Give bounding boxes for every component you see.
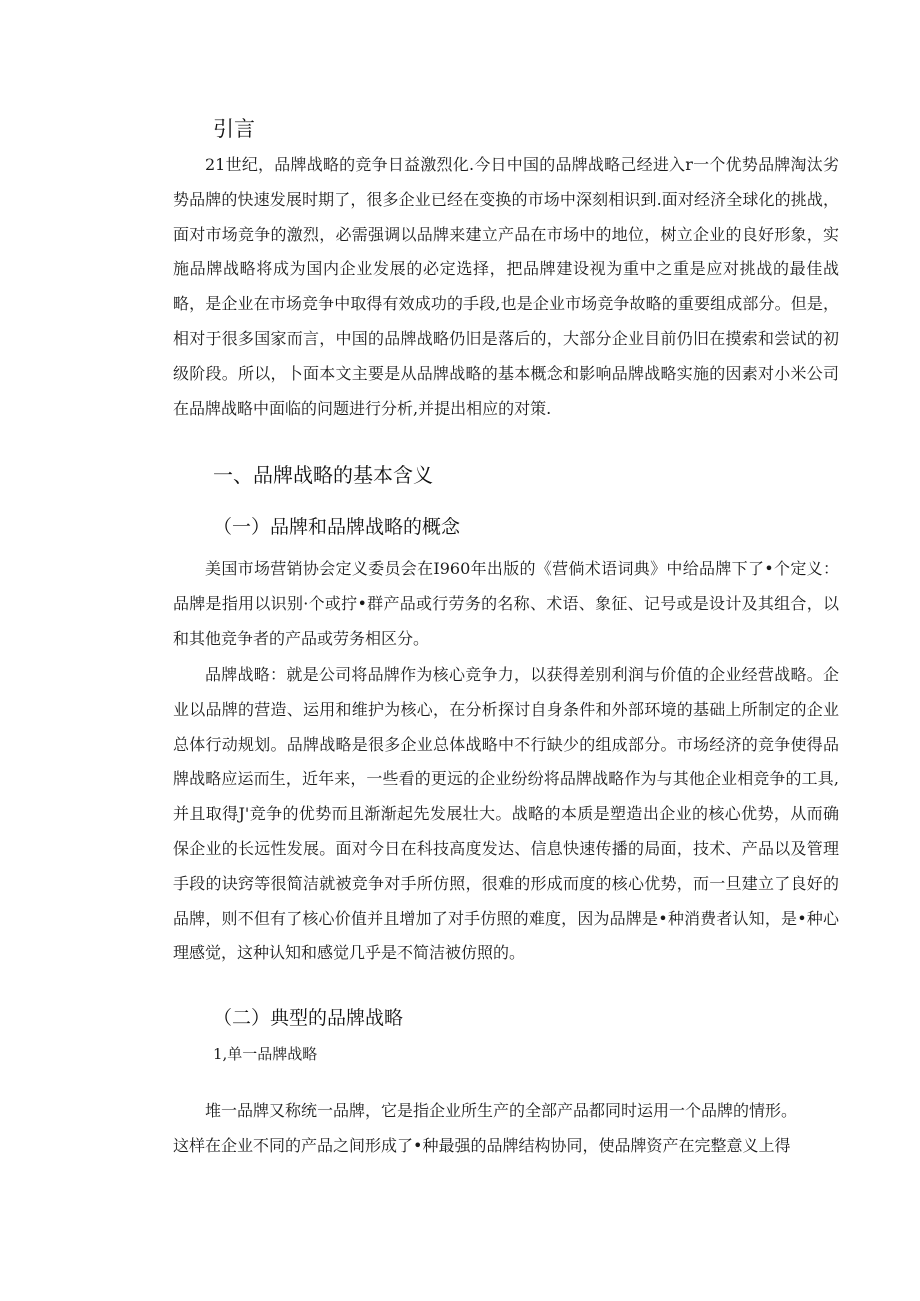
sub1-paragraph-brand-strategy: 品牌战略：就是公司将品牌作为核心竞争力，以获得差别利润与价值的企业经营战略。企业以品牌的营造、运用和维护为核心，在分析探讨自身条件和外部环境的基础上所制定的企业总体行动规划。品牌战略是很多企业总体战略中不行缺少的组成部分。市场经济的竞争使得品牌战略应运而生，近年来，一些看的更远的企业纷纷将品牌战略作为与其他企业相竞争的工具,并且取得J'竞争的优势而且渐渐起先发展壮大。战略的本质是塑造出企业的核心优势，从而确保企业的长远性发展。面对今日在科技高度发达、信息快速传播的局面，技术、产品以及管理手段的诀窍等很简洁就被竞争对手所仿照，很难的形成而度的核心优势，而一旦建立了良好的品牌，则不但有了核心价值并且增加了对手仿照的难度，因为品牌是•种消费者认知，是•种心理感觉，这种认知和感觉几乎是不简洁被仿照的。 bbox=[173, 665, 839, 963]
intro-heading: 引言 bbox=[213, 117, 255, 141]
sub2-heading: （二）典型的品牌战略 bbox=[213, 1007, 404, 1029]
sub1-paragraph-definition: 美国市场营销协会定义委员会在I960年出版的《营倘术语词典》中给品牌下了•个定义：品牌是指用以识别·个或拧•群产品或行劳务的名称、术语、象征、记号或是设计及其组合，以和其他竞争者的产品或劳务相区分。 bbox=[173, 559, 839, 648]
sub2-item-label: 1,单一品牌战略 bbox=[213, 1045, 318, 1063]
sub2-heading-block bbox=[173, 1003, 839, 1030]
sub2-paragraph-single-brand: 堆一品牌又称统一品牌，它是指企业所生产的全部产品都同时运用一个品牌的情形。 这样在企业不同的产品之间形成了•种最强的品牌结构协同，使品牌资产在完整意义上得 bbox=[173, 1101, 798, 1155]
sub1-para2-block bbox=[173, 658, 839, 971]
sub1-heading: （一）品牌和品牌战略的概念 bbox=[213, 516, 461, 538]
intro-paragraph: 21世纪，品牌战略的竞争日益激烈化.今日中国的品牌战略己经进入r一个优势品牌淘汰劣势品牌的快速发展时期了，很多企业已经在变换的市场中深刻相识到.面对经济全球化的挑战，面对市场竞争的激烈，必需强调以品牌来建立产品在市场中的地位，树立企业的良好形象，实施品牌战略将成为国内企业发展的必定选择，把品牌建设视为重中之重是应对挑战的最佳战略，是企业在市场竞争中取得有效成功的手段,也是企业市场竞争故略的重要组成部分。但是，相对于很多国家而言，中国的品牌战略仍旧是落后的，大部分企业目前仍旧在摸索和尝试的初级阶段。所以，卜面本文主要是从品牌战略的基本概念和影响品牌战略实施的因素对小米公司在品牌战略中面临的问题进行分析,并提出相应的对策. bbox=[173, 155, 839, 418]
sub1-heading-block bbox=[173, 512, 839, 539]
intro-paragraph-block bbox=[173, 148, 839, 426]
sub1-para1-block bbox=[173, 552, 839, 656]
sub2-item-block bbox=[173, 1043, 839, 1064]
sub2-para1-block bbox=[173, 1094, 839, 1164]
section1-heading: 一、品牌战略的基本含义 bbox=[213, 463, 433, 487]
intro-heading-block bbox=[173, 113, 839, 143]
section1-heading-block bbox=[173, 459, 839, 488]
